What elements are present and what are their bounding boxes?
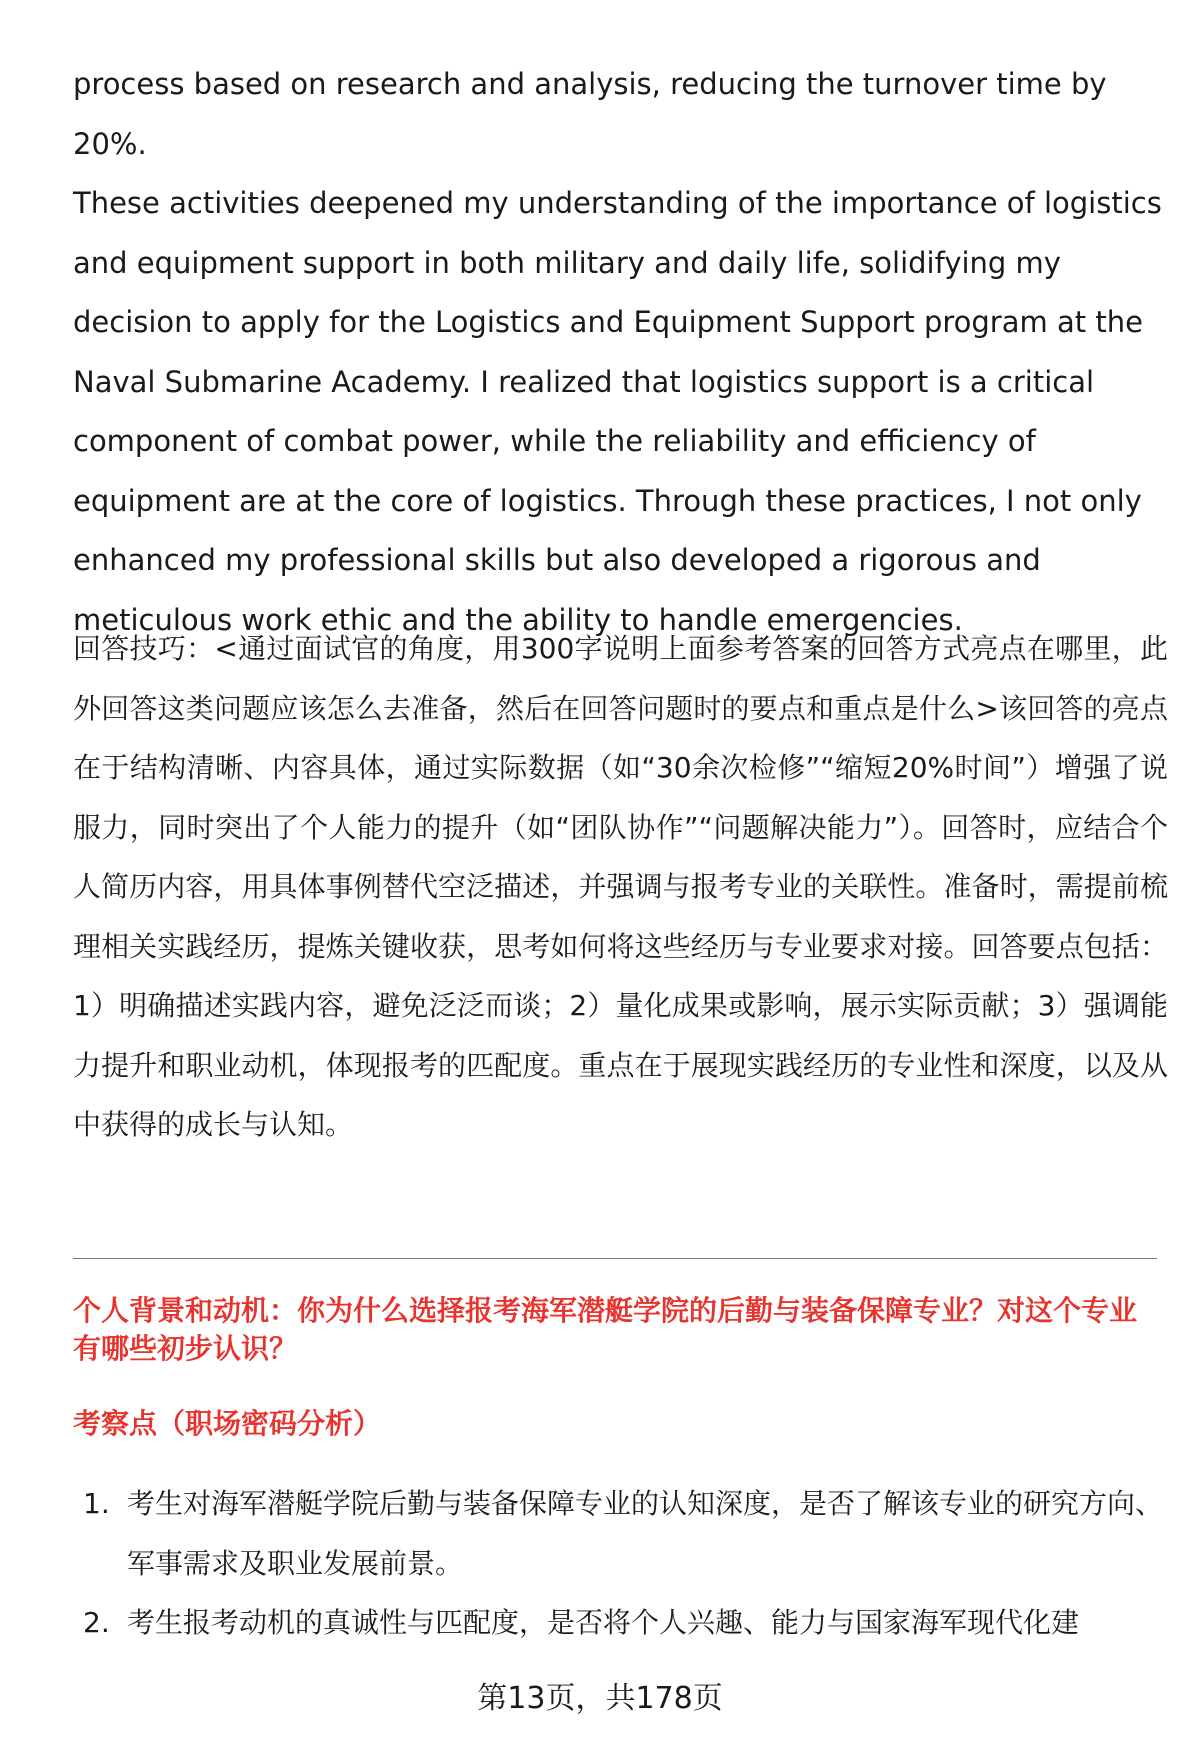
- answer-tips-body: 该回答的亮点在于结构清晰、内容具体，通过实际数据（如“30余次检修”“缩短20%时间”）增强了说服力，同时突出了个人能力的提升（如“团队协作”“问题解决能力”）。回答时，应结合个人简历内容，用具体事例替代空泛描述，并强调与报考专业的关联性。准备时，需提前梳理相关实践经历，提炼关键收获，思考如何将这些经历与专业要求对接。回答要点包括：1）明确描述实践内容，避免泛泛而谈；2）量化成果或影响，展示实际贡献；3）强调能力提升和职业动机，体现报考的匹配度。重点在于展现实践经历的专业性和深度，以及从中获得的成长与认知。: [73, 691, 1168, 1141]
- page-number-footer: 第13页，共178页: [477, 1681, 723, 1716]
- list-item-number: 1.: [83, 1487, 110, 1520]
- list-item-number: 2.: [83, 1606, 110, 1639]
- list-item-text: 考生报考动机的真诚性与匹配度，是否将个人兴趣、能力与国家海军现代化建: [127, 1606, 1080, 1639]
- english-answer-paragraph: process based on research and analysis, reducing the turnover time by 20%. These activities deepened my understanding of the importance of logistics and equipment support in both military and daily life, solidifying my decision to apply for the Logistics and Equipment Support program at the Naval Submarine Academy. I realized that logistics support is a critical component of combat power, while the reliability and efficiency of equipment are at the core of logistics. Through these practices, I not only enhanced my professional skills but also developed a rigorous and meticulous work ethic and the ability to handle emergencies.: [73, 67, 1162, 637]
- assessment-points-list: [73, 1474, 1163, 1653]
- assessment-points-heading: 考察点（职场密码分析）: [73, 1407, 382, 1440]
- list-item: [73, 1593, 1163, 1653]
- answer-tips-paragraph: [73, 619, 1168, 1155]
- list-item: [73, 1474, 1163, 1593]
- answer-tips-label: 回答技巧：<通过面试官的角度，用300字说明上面参考答案的回答方式亮点在哪里，此外回答这类问题应该怎么去准备，然后在回答问题时的要点和重点是什么>: [73, 632, 1168, 725]
- section-divider: [73, 1258, 1157, 1259]
- interview-question-heading: 个人背景和动机：你为什么选择报考海军潜艇学院的后勤与装备保障专业？对这个专业有哪些初步认识？: [73, 1294, 1138, 1365]
- list-item-text: 考生对海军潜艇学院后勤与装备保障专业的认知深度，是否了解该专业的研究方向、军事需求及职业发展前景。: [127, 1487, 1164, 1580]
